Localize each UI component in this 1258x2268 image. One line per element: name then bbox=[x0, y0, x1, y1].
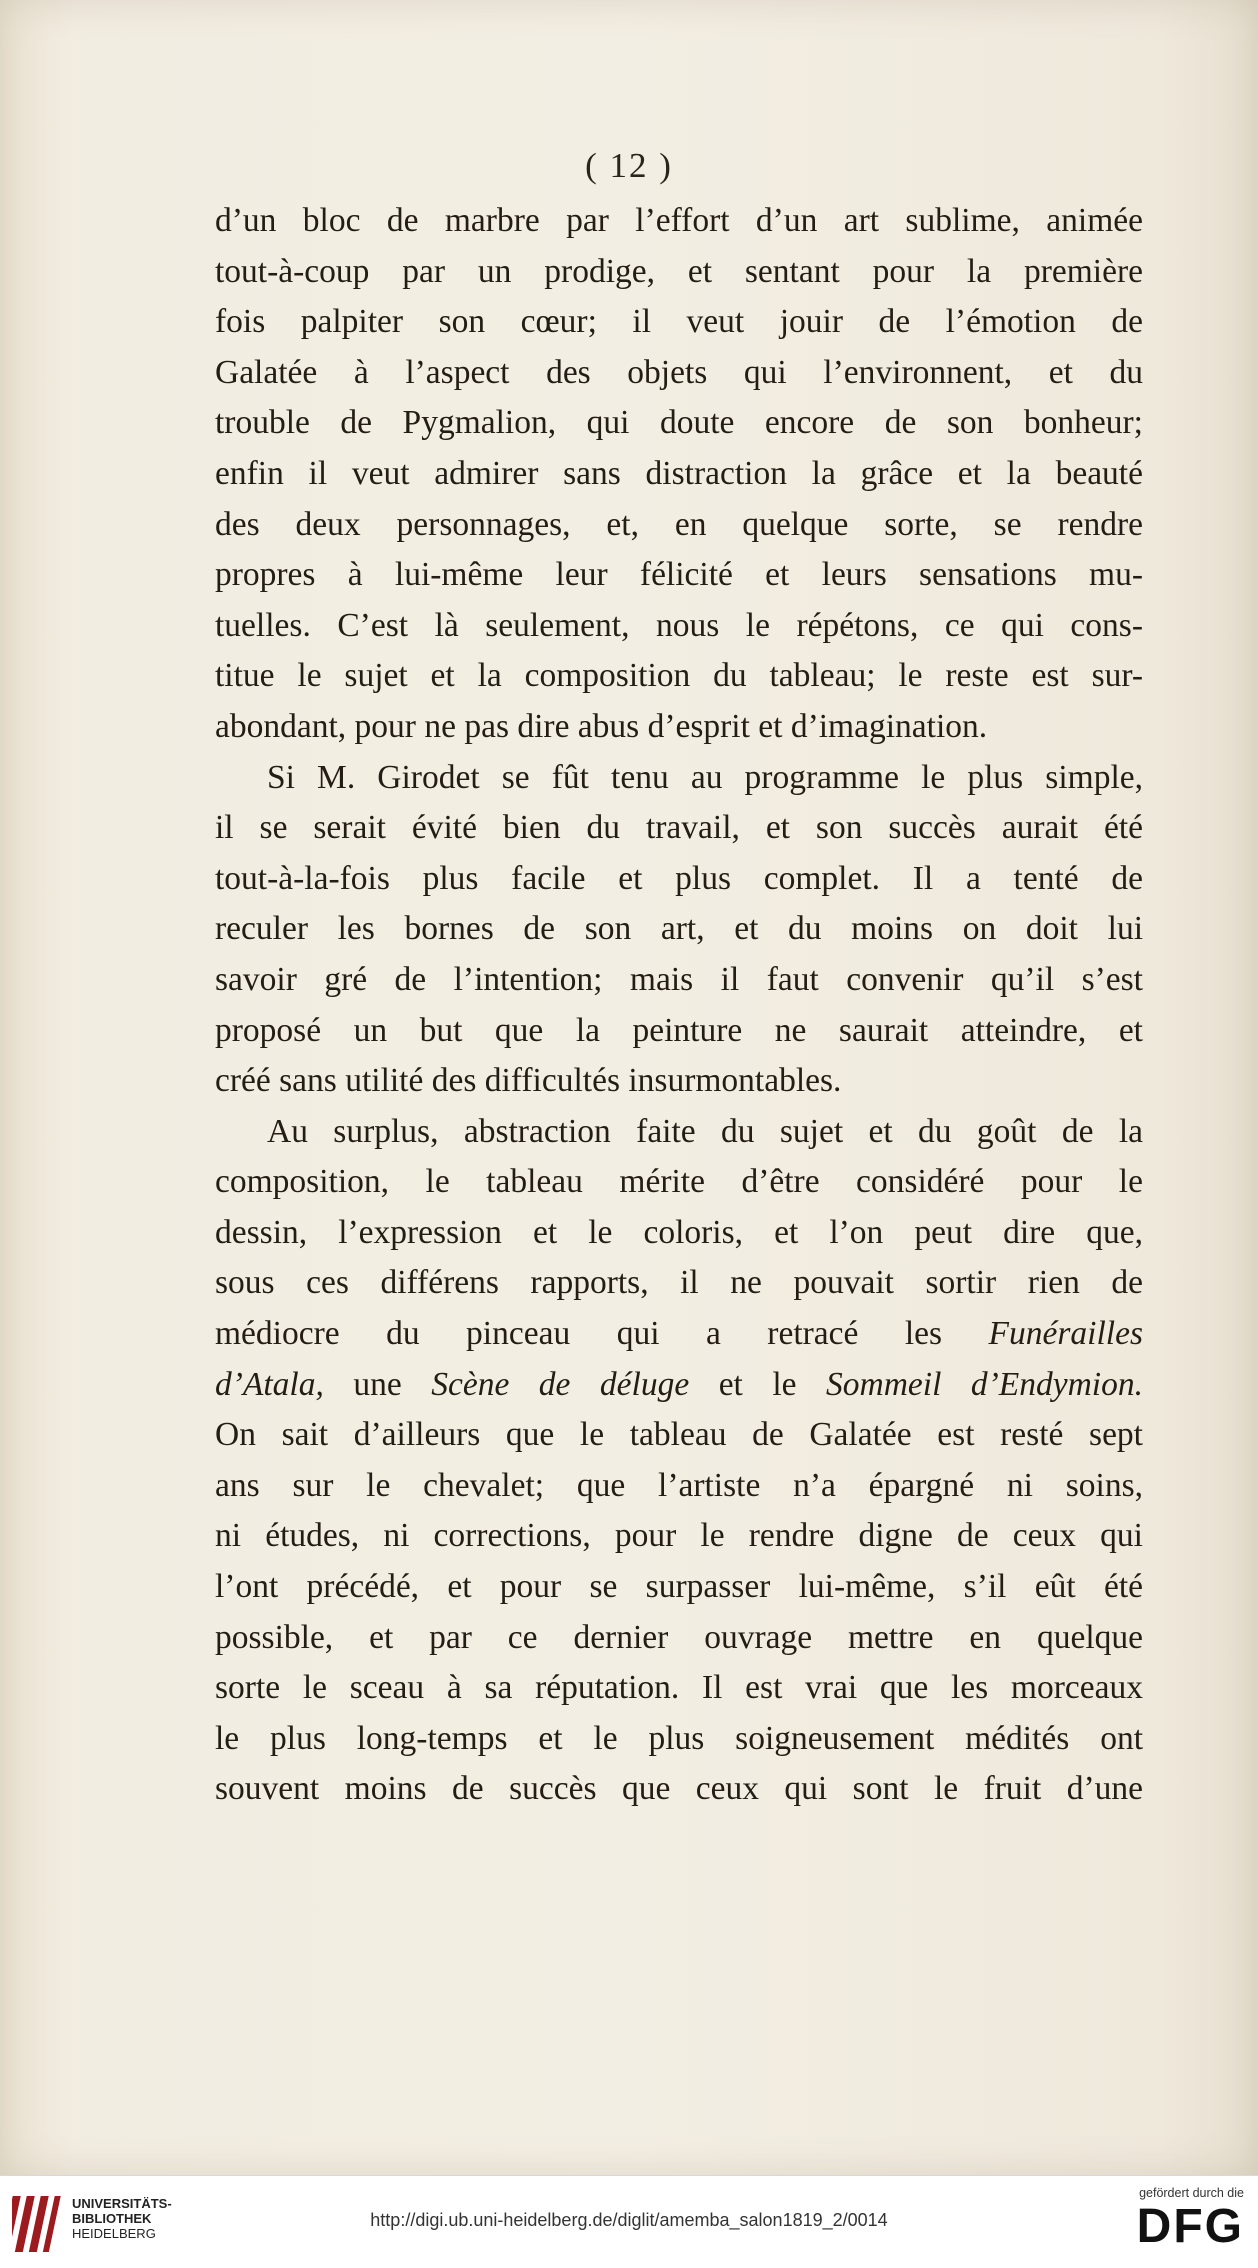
footer-bar bbox=[0, 2175, 1258, 2268]
text-line: propres à lui-même leur félicité et leurs sensations mu- bbox=[215, 556, 1143, 594]
library-name-line: HEIDELBERG bbox=[72, 2226, 156, 2241]
italic-title: Scène de déluge bbox=[431, 1365, 690, 1403]
text-line: sorte le sceau à sa réputation. Il est vrai que les morceaux bbox=[215, 1669, 1143, 1707]
permalink-url[interactable]: http://digi.ub.uni-heidelberg.de/diglit/amemba_salon1819_2/0014 bbox=[370, 2210, 888, 2230]
text-line: dessin, l’expression et le coloris, et l’on peut dire que, bbox=[215, 1213, 1143, 1251]
text-segment: médiocre du pinceau qui a retracé les bbox=[215, 1315, 943, 1353]
text-line: tout-à-la-fois plus facile et plus complet. Il a tenté de bbox=[215, 859, 1143, 897]
text-line: tout-à-coup par un prodige, et sentant pour la première bbox=[215, 252, 1143, 290]
text-line-mixed bbox=[215, 1360, 1143, 1411]
library-name-line: UNIVERSITÄTS- bbox=[72, 2196, 172, 2211]
text-line: On sait d’ailleurs que le tableau de Galatée est resté sept bbox=[215, 1416, 1143, 1454]
text-line: Au surplus, abstraction faite du sujet et du goût de la bbox=[267, 1112, 1143, 1150]
text-line: tuelles. C’est là seulement, nous le répétons, ce qui cons- bbox=[215, 606, 1143, 644]
text-segment: une bbox=[323, 1365, 432, 1403]
italic-title: d’Atala, bbox=[215, 1365, 324, 1403]
text-line: il se serait évité bien du travail, et son succès aurait été bbox=[215, 809, 1143, 847]
library-name-line: BIBLIOTHEK bbox=[72, 2211, 152, 2226]
text-line: composition, le tableau mérite d’être considéré pour le bbox=[215, 1163, 1143, 1201]
text-line-mixed bbox=[215, 1309, 1143, 1360]
text-line: d’un bloc de marbre par l’effort d’un art sublime, animée bbox=[215, 202, 1143, 239]
text-line: ans sur le chevalet; que l’artiste n’a épargné ni soins, bbox=[215, 1466, 1143, 1504]
text-line: des deux personnages, et, en quelque sorte, se rendre bbox=[215, 505, 1143, 543]
text-line: créé sans utilité des difficultés insurmontables. bbox=[215, 1062, 842, 1100]
funded-by-label: gefördert durch die bbox=[1139, 2186, 1244, 2200]
text-line: ni études, ni corrections, pour le rendre digne de ceux qui bbox=[215, 1517, 1143, 1555]
text-segment: et le bbox=[689, 1365, 827, 1403]
text-line: souvent moins de succès que ceux qui sont le fruit d’une bbox=[215, 1770, 1143, 1808]
text-line: Si M. Girodet se fût tenu au programme le plus simple, bbox=[267, 758, 1143, 796]
italic-title: Funérailles bbox=[988, 1315, 1143, 1353]
text-line: titue le sujet et la composition du tableau; le reste est sur- bbox=[215, 657, 1143, 695]
text-line: trouble de Pygmalion, qui doute encore de son bonheur; bbox=[215, 404, 1143, 442]
text-line: possible, et par ce dernier ouvrage mettre en quelque bbox=[215, 1618, 1143, 1656]
text-line: savoir gré de l’intention; mais il faut convenir qu’il s’est bbox=[215, 960, 1143, 998]
text-line: l’ont précédé, et pour se surpasser lui-même, s’il eût été bbox=[215, 1568, 1143, 1606]
body-text bbox=[215, 196, 1143, 1815]
text-line: le plus long-temps et le plus soigneusement médités ont bbox=[215, 1719, 1143, 1757]
text-line: fois palpiter son cœur; il veut jouir de l’émotion de bbox=[215, 303, 1143, 341]
text-line: Galatée à l’aspect des objets qui l’environnent, et du bbox=[215, 353, 1143, 391]
text-line: abondant, pour ne pas dire abus d’esprit et d’imagination. bbox=[215, 707, 988, 745]
italic-title: Sommeil d’Endymion. bbox=[826, 1365, 1143, 1403]
text-line: enfin il veut admirer sans distraction la grâce et la beauté bbox=[215, 454, 1143, 492]
dfg-logo[interactable] bbox=[1099, 2186, 1244, 2254]
text-line: reculer les bornes de son art, et du moins on doit lui bbox=[215, 910, 1143, 948]
text-line: proposé un but que la peinture ne saurait atteindre, et bbox=[215, 1011, 1143, 1049]
dfg-wordmark: DFG bbox=[1136, 2200, 1244, 2253]
text-line: sous ces différens rapports, il ne pouvait sortir rien de bbox=[215, 1264, 1143, 1302]
page-number: ( 12 ) bbox=[585, 146, 673, 185]
